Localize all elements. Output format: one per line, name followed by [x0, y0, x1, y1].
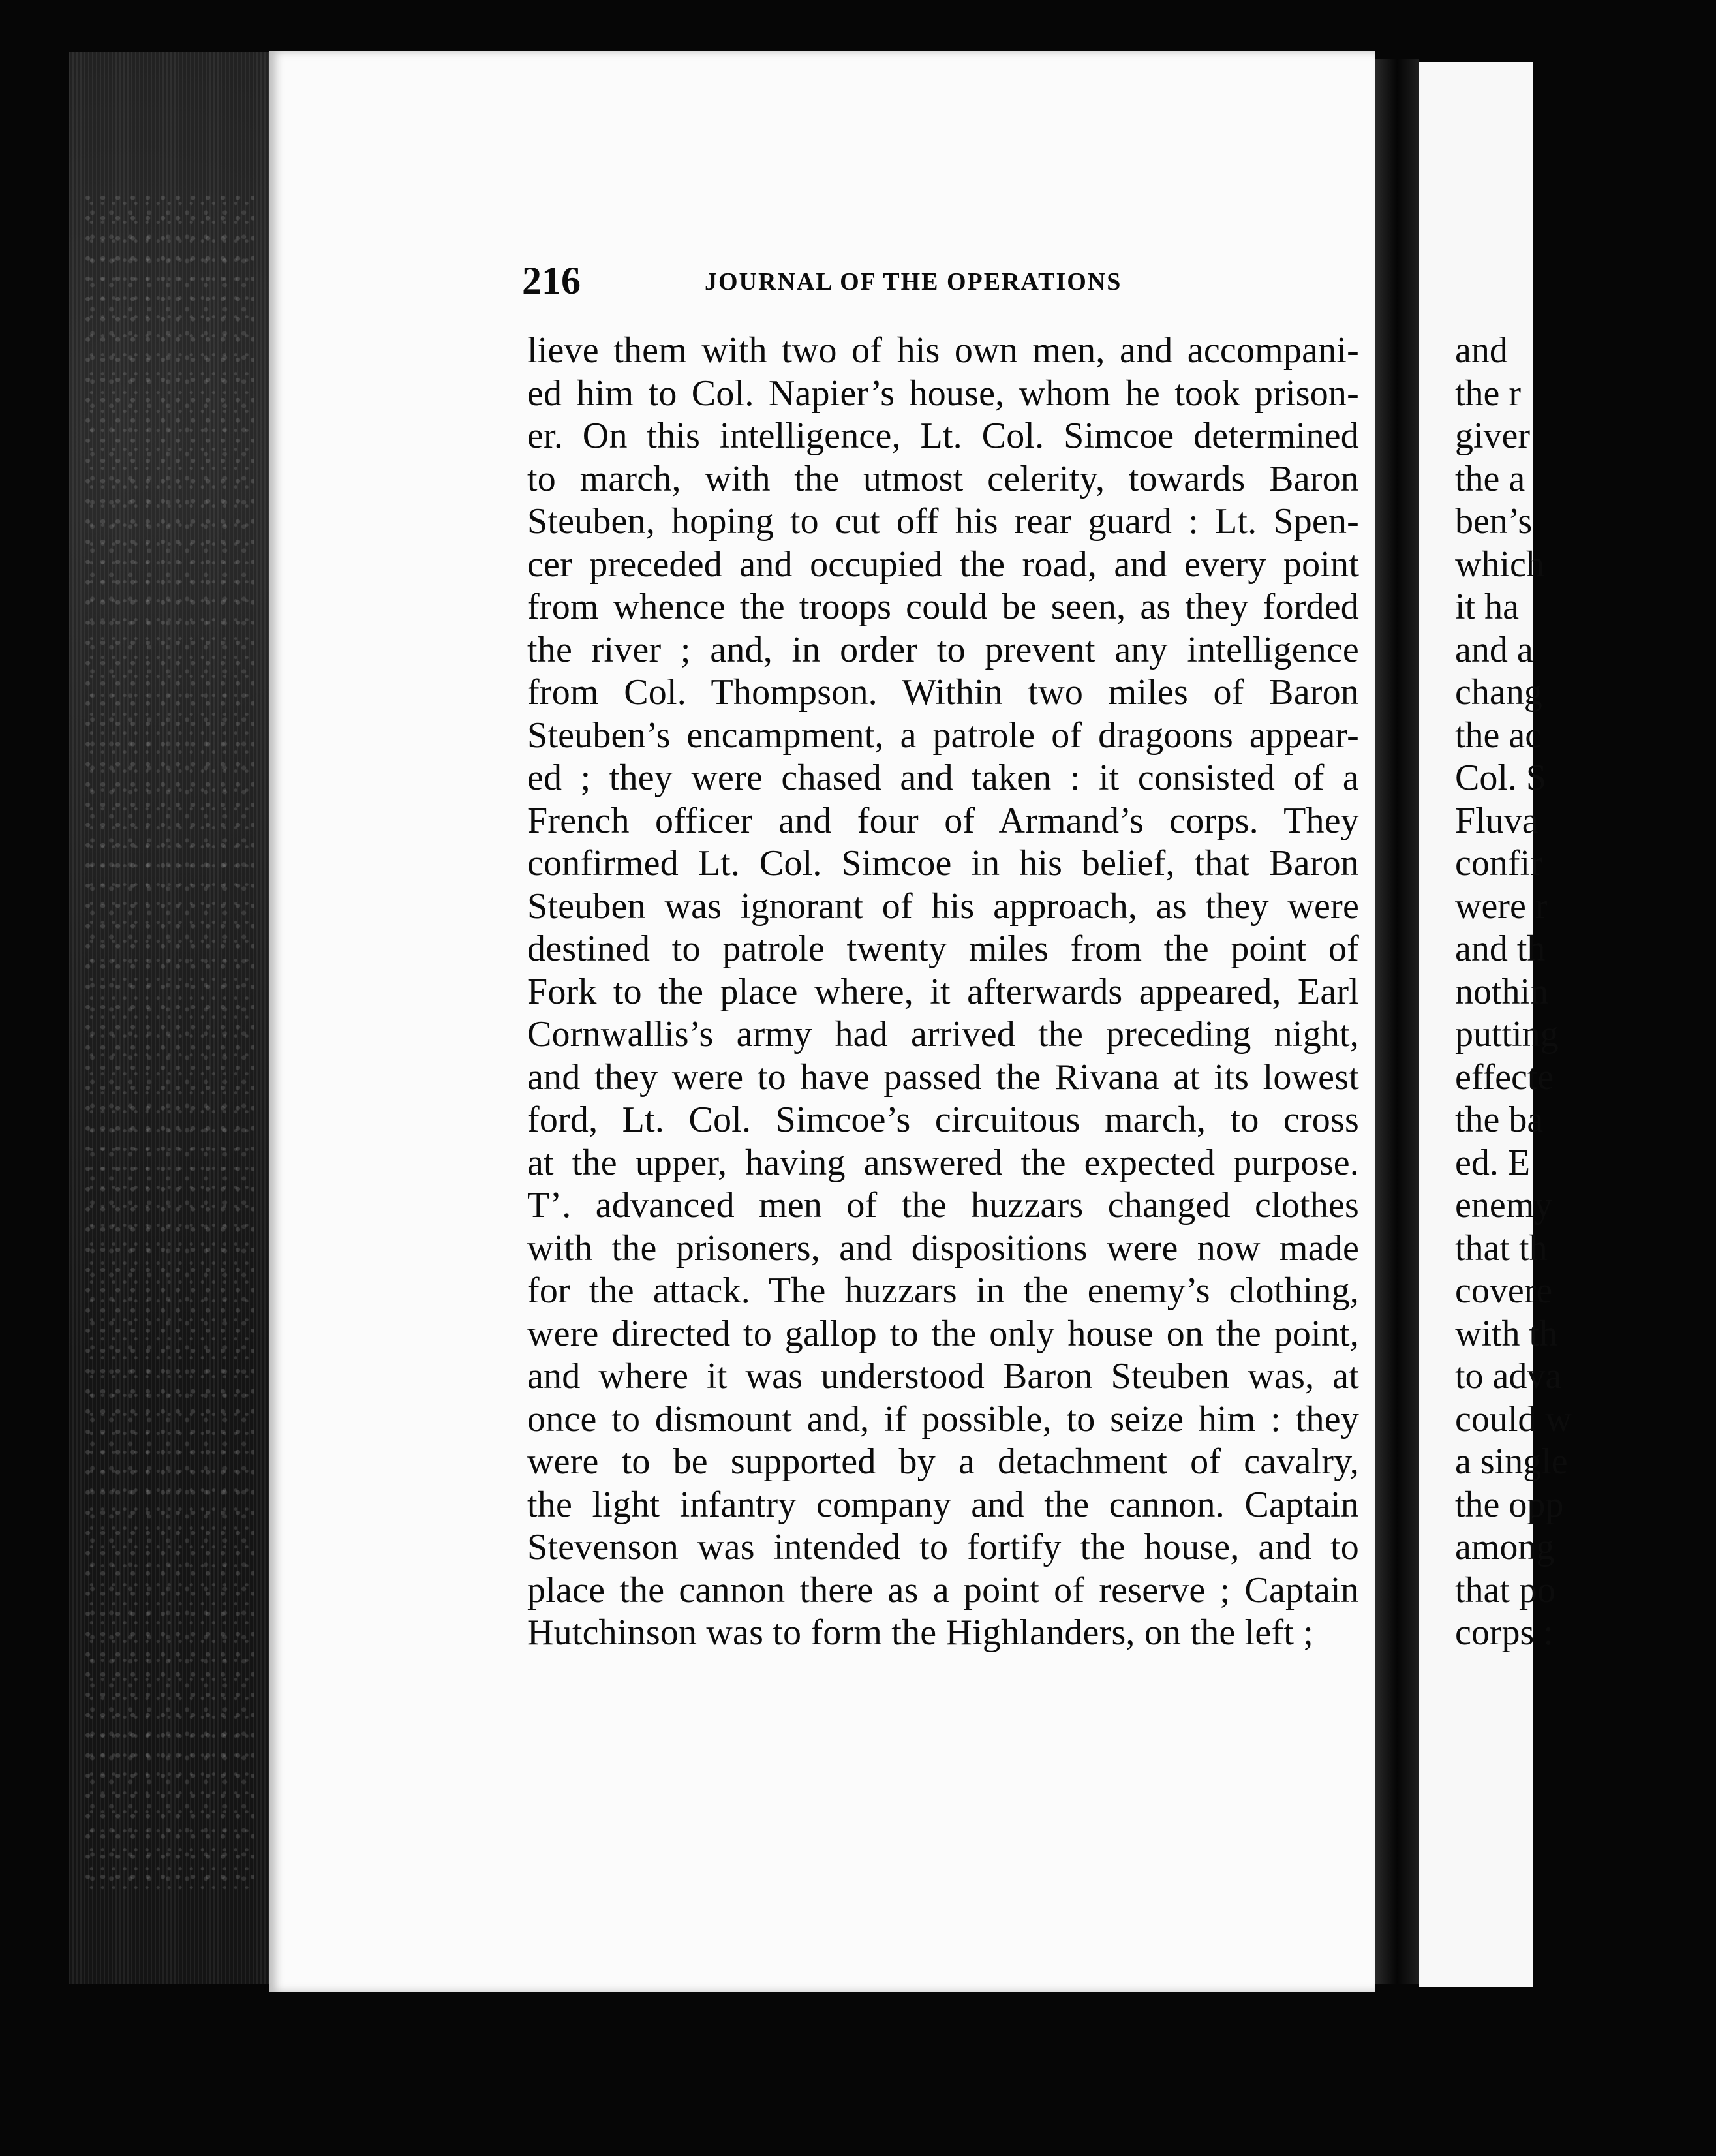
facing-text-line: the ba: [1455, 1100, 1544, 1140]
facing-text-line: the a: [1455, 458, 1525, 499]
text-line: T’. advanced men of the huzzars changed clothes: [527, 1185, 1359, 1225]
facing-text-line: corps :: [1455, 1612, 1554, 1653]
facing-text-line: putting: [1455, 1014, 1559, 1055]
facing-text-line: the ac: [1455, 715, 1542, 756]
text-line: to march, with the utmost celerity, towards Baron: [527, 458, 1359, 499]
text-line: ford, Lt. Col. Simcoe’s circuitous march, to cross: [527, 1100, 1359, 1140]
facing-text-line: and: [1455, 330, 1508, 371]
facing-text-line: that po: [1455, 1569, 1555, 1610]
facing-text-line: Col. S: [1455, 758, 1547, 798]
text-line: were directed to gallop to the only house on the point,: [527, 1313, 1359, 1354]
facing-text-line: that th: [1455, 1227, 1548, 1269]
text-line: French officer and four of Armand’s corps. They: [527, 800, 1359, 841]
facing-text-line: among: [1455, 1527, 1555, 1567]
text-line: and they were to have passed the Rivana at its lowest: [527, 1056, 1359, 1098]
book-edge-texture: [85, 196, 254, 1892]
facing-text-line: the r: [1455, 373, 1522, 414]
text-line: Steuben, hoping to cut off his rear guard : Lt. Spen-: [527, 501, 1359, 542]
text-line: destined to patrole twenty miles from the point of: [527, 929, 1359, 969]
text-line: at the upper, having answered the expected purpose.: [527, 1142, 1359, 1183]
text-line: were to be supported by a detachment of cavalry,: [527, 1441, 1359, 1482]
facing-text-line: nothin: [1455, 971, 1549, 1012]
facing-text-line: chang: [1455, 672, 1542, 713]
text-line: Steuben’s encampment, a patrole of dragoons appear-: [527, 715, 1359, 756]
facing-text-line: effecte: [1455, 1056, 1554, 1098]
text-line: er. On this intelligence, Lt. Col. Simcoe determined: [527, 416, 1359, 456]
text-line: the river ; and, in order to prevent any intelligence: [527, 629, 1359, 670]
facing-text-line: ben’s: [1455, 501, 1533, 542]
facing-text-line: were r: [1455, 886, 1548, 927]
book-gutter: [1375, 59, 1419, 1984]
running-title: JOURNAL OF THE OPERATIONS: [705, 268, 1122, 296]
text-line: Hutchinson was to form the Highlanders, on the left ;: [527, 1612, 1314, 1653]
facing-text-line: and a: [1455, 629, 1533, 670]
text-line: cer preceded and occupied the road, and every point: [527, 544, 1359, 585]
facing-text-line: with th: [1455, 1313, 1558, 1354]
facing-text-line: enemy: [1455, 1185, 1553, 1225]
text-line: from Col. Thompson. Within two miles of Baron: [527, 672, 1359, 713]
facing-text-line: ed. E: [1455, 1142, 1531, 1183]
text-line: for the attack. The huzzars in the enemy’s clothing,: [527, 1270, 1359, 1311]
text-line: ed him to Col. Napier’s house, whom he took prison-: [527, 373, 1359, 414]
facing-text-line: giver: [1455, 416, 1531, 456]
facing-text-line: which: [1455, 544, 1544, 585]
facing-text-line: could w: [1455, 1398, 1572, 1440]
text-line: from whence the troops could be seen, as they forded: [527, 587, 1359, 627]
facing-text-line: it ha: [1455, 587, 1519, 627]
text-line: with the prisoners, and dispositions were now made: [527, 1227, 1359, 1269]
facing-text-line: confir: [1455, 843, 1542, 884]
text-line: Stevenson was intended to fortify the house, and to: [527, 1527, 1359, 1567]
facing-text-line: to adva: [1455, 1356, 1562, 1396]
facing-text-line: the opp: [1455, 1484, 1564, 1525]
text-line: Fork to the place where, it afterwards appeared, Earl: [527, 971, 1359, 1012]
text-line: ed ; they were chased and taken : it consisted of a: [527, 758, 1359, 798]
text-line: Steuben was ignorant of his approach, as they were: [527, 886, 1359, 927]
facing-page-text: [1455, 330, 1716, 1655]
text-line: and where it was understood Baron Steuben was, at: [527, 1356, 1359, 1396]
facing-text-line: covere: [1455, 1270, 1553, 1311]
facing-page: [1419, 62, 1572, 1987]
text-line: place the cannon there as a point of reserve ; Captain: [527, 1569, 1359, 1610]
text-line: Cornwallis’s army had arrived the preceding night,: [527, 1014, 1359, 1055]
page-number: 216: [522, 259, 581, 302]
facing-text-line: Fluva: [1455, 800, 1539, 841]
text-line: confirmed Lt. Col. Simcoe in his belief, that Baron: [527, 843, 1359, 884]
body-text: [527, 330, 1359, 1655]
facing-text-line: and th: [1455, 929, 1546, 969]
text-line: the light infantry company and the cannon. Captain: [527, 1484, 1359, 1525]
text-line: lieve them with two of his own men, and accompani-: [527, 330, 1359, 371]
text-line: once to dismount and, if possible, to seize him : they: [527, 1398, 1359, 1440]
facing-text-line: a single: [1455, 1441, 1568, 1482]
